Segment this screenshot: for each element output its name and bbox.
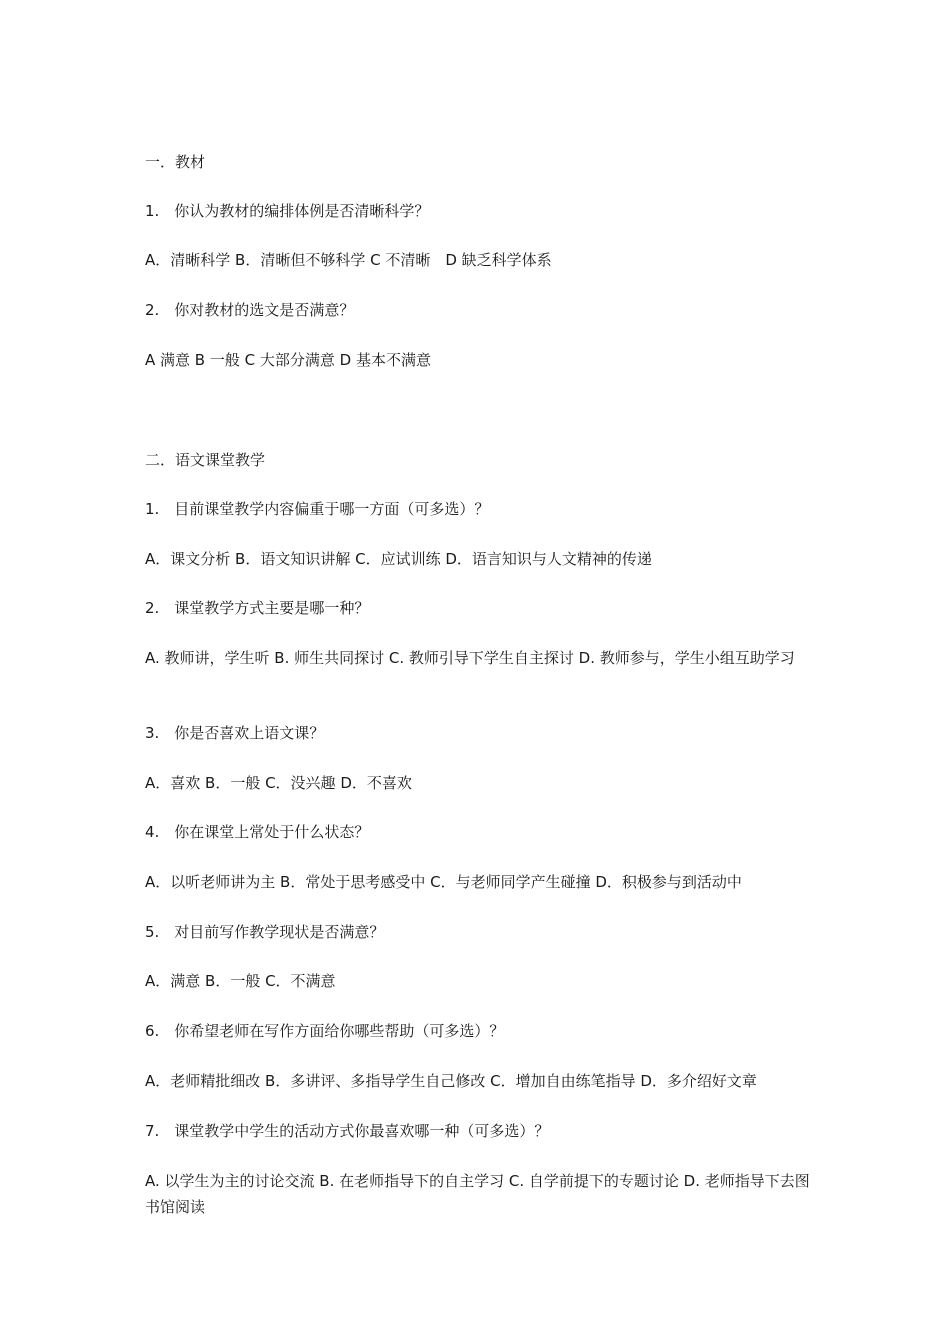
question-1-2: 2. 你对教材的选文是否满意？	[145, 301, 355, 319]
section-heading-textbook: 一．教材	[145, 153, 206, 171]
options-1-2: A 满意 B 一般 C 大部分满意 D 基本不满意	[145, 351, 431, 369]
section-heading-classroom: 二．语文课堂教学	[145, 451, 266, 469]
question-2-2: 2. 课堂教学方式主要是哪一种？	[145, 599, 370, 617]
question-2-3: 3. 你是否喜欢上语文课？	[145, 724, 325, 742]
question-2-6: 6. 你希望老师在写作方面给你哪些帮助（可多选）？	[145, 1022, 505, 1040]
question-2-7: 7. 课堂教学中学生的活动方式你最喜欢哪一种（可多选）？	[145, 1122, 550, 1140]
options-2-2: A. 教师讲，学生听 B. 师生共同探讨 C. 教师引导下学生自主探讨 D. 教师参与，学生小组互助学习	[145, 649, 795, 667]
question-2-1: 1. 目前课堂教学内容偏重于哪一方面（可多选）？	[145, 500, 490, 518]
options-2-6: A．老师精批细改 B．多讲评、多指导学生自己修改 C．增加自由练笔指导 D．多介绍好文章	[145, 1072, 757, 1090]
question-2-5: 5. 对目前写作教学现状是否满意？	[145, 923, 385, 941]
question-1-1: 1. 你认为教材的编排体例是否清晰科学？	[145, 202, 430, 220]
options-2-4: A．以听老师讲为主 B．常处于思考感受中 C．与老师同学产生碰撞 D．积极参与到活动中	[145, 873, 742, 891]
options-2-1: A．课文分析 B．语文知识讲解 C．应试训练 D．语言知识与人文精神的传递	[145, 550, 652, 568]
options-2-7: A. 以学生为主的讨论交流 B. 在老师指导下的自主学习 C. 自学前提下的专题讨论 D. 老师指导下去图书馆阅读	[145, 1172, 810, 1216]
options-1-1: A．清晰科学 B．清晰但不够科学 C 不清晰 D 缺乏科学体系	[145, 251, 552, 269]
options-2-3: A．喜欢 B．一般 C．没兴趣 D．不喜欢	[145, 774, 412, 792]
question-2-4: 4. 你在课堂上常处于什么状态？	[145, 823, 370, 841]
options-2-5: A．满意 B．一般 C．不满意	[145, 972, 336, 990]
